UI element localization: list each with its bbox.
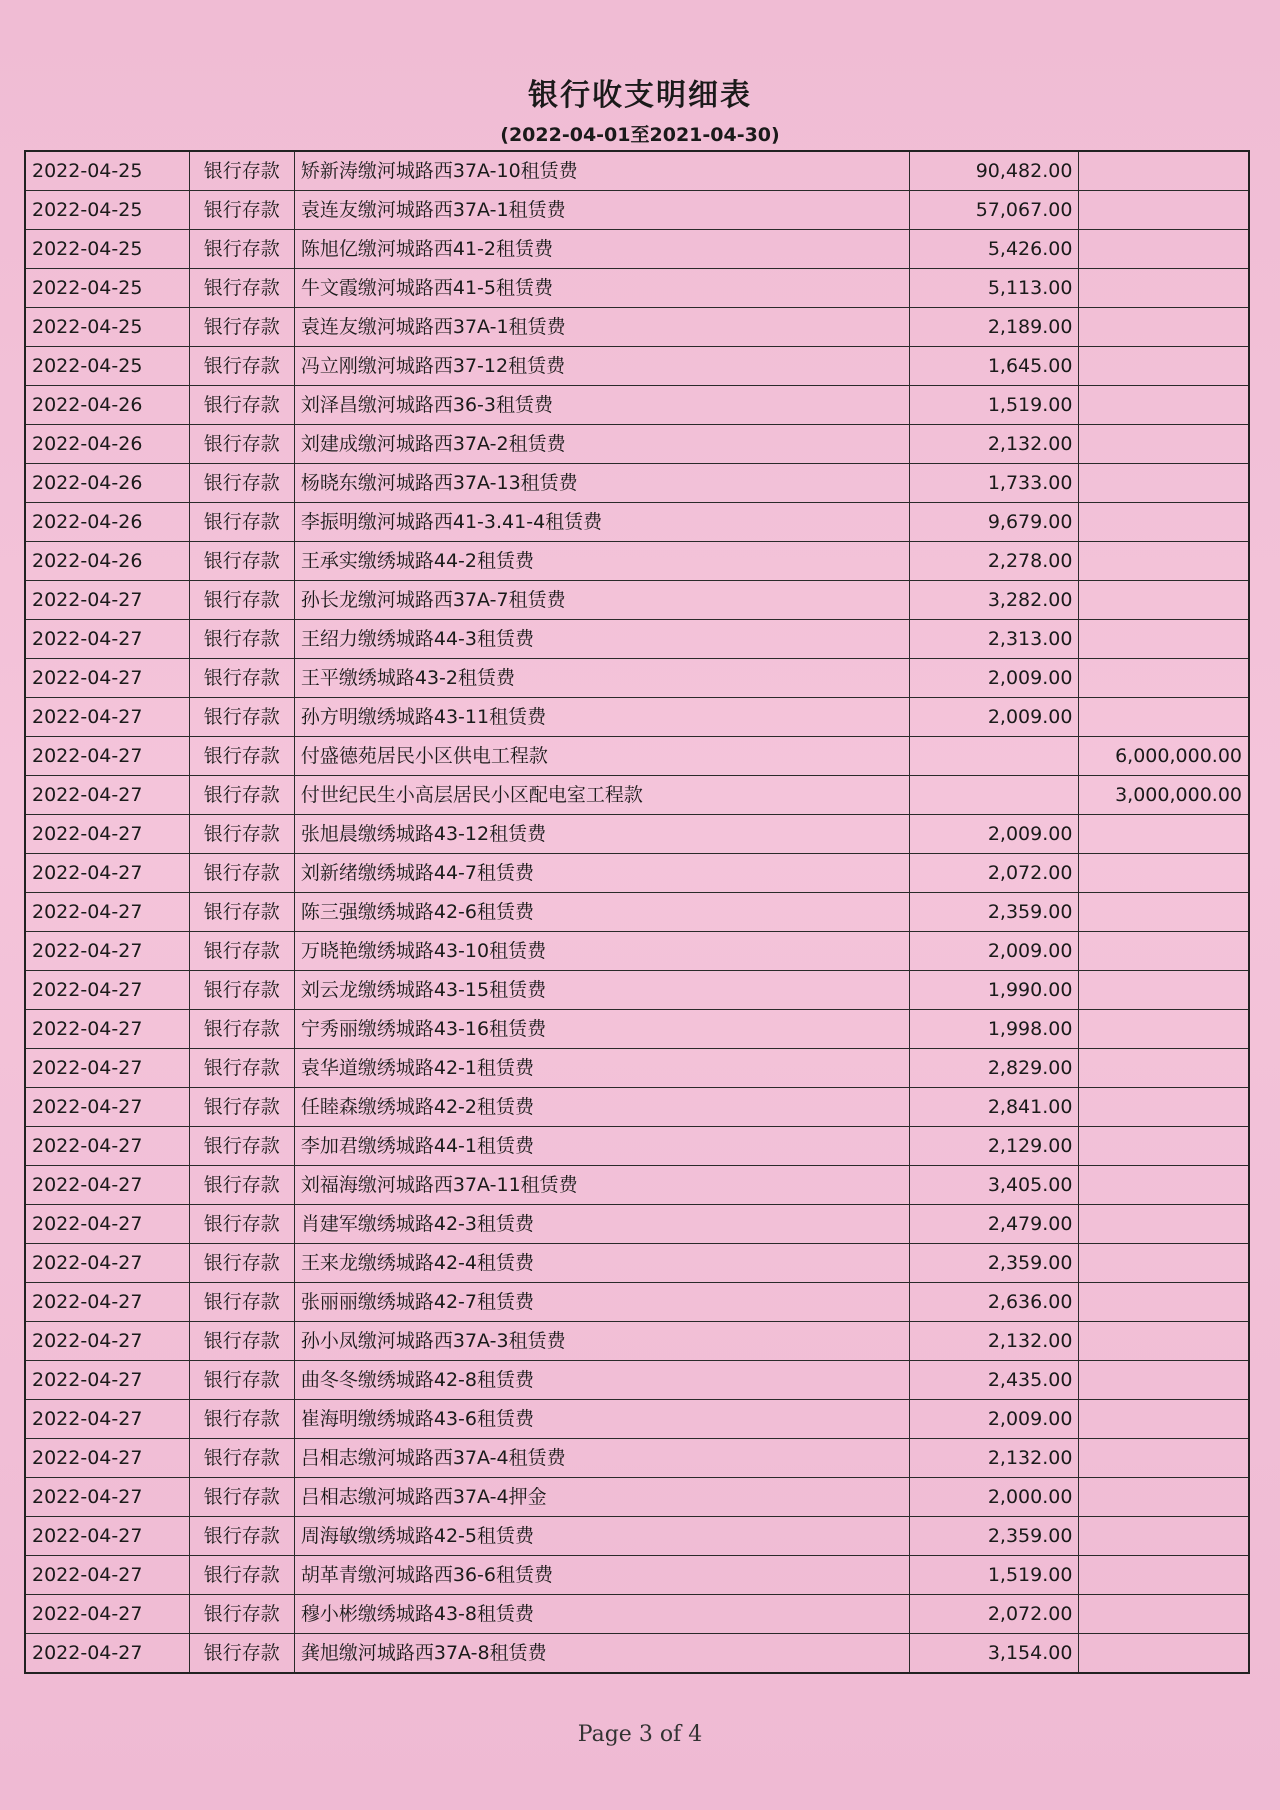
row-date: 2022-04-27	[25, 1517, 189, 1556]
row-description: 吕相志缴河城路西37A-4押金	[294, 1478, 909, 1517]
table-row	[25, 1634, 1249, 1674]
table-row	[25, 1244, 1249, 1283]
table-row	[25, 737, 1249, 776]
row-debit-amount: 1,998.00	[909, 1010, 1079, 1049]
row-date: 2022-04-26	[25, 464, 189, 503]
table-row	[25, 815, 1249, 854]
row-debit-amount: 2,009.00	[909, 1400, 1079, 1439]
row-date: 2022-04-27	[25, 1244, 189, 1283]
row-account: 银行存款	[189, 1088, 294, 1127]
row-account: 银行存款	[189, 659, 294, 698]
row-account: 银行存款	[189, 386, 294, 425]
row-account: 银行存款	[189, 230, 294, 269]
row-debit-amount: 2,009.00	[909, 698, 1079, 737]
row-debit-amount: 90,482.00	[909, 151, 1079, 191]
row-date: 2022-04-27	[25, 1478, 189, 1517]
row-account: 银行存款	[189, 1634, 294, 1674]
row-date: 2022-04-27	[25, 1400, 189, 1439]
row-account: 银行存款	[189, 893, 294, 932]
table-row	[25, 1010, 1249, 1049]
row-description: 孙长龙缴河城路西37A-7租赁费	[294, 581, 909, 620]
table-row	[25, 1166, 1249, 1205]
row-debit-amount: 2,000.00	[909, 1478, 1079, 1517]
row-description: 刘建成缴河城路西37A-2租赁费	[294, 425, 909, 464]
row-credit-amount	[1079, 464, 1249, 503]
row-credit-amount	[1079, 347, 1249, 386]
row-account: 银行存款	[189, 347, 294, 386]
row-account: 银行存款	[189, 269, 294, 308]
table-row	[25, 932, 1249, 971]
row-credit-amount	[1079, 698, 1249, 737]
row-description: 陈旭亿缴河城路西41-2租赁费	[294, 230, 909, 269]
row-credit-amount	[1079, 425, 1249, 464]
row-debit-amount: 2,278.00	[909, 542, 1079, 581]
row-description: 曲冬冬缴绣城路42-8租赁费	[294, 1361, 909, 1400]
row-date: 2022-04-27	[25, 1439, 189, 1478]
row-debit-amount	[909, 737, 1079, 776]
table-row	[25, 425, 1249, 464]
row-date: 2022-04-27	[25, 776, 189, 815]
row-debit-amount	[909, 776, 1079, 815]
row-credit-amount	[1079, 1400, 1249, 1439]
row-debit-amount: 1,733.00	[909, 464, 1079, 503]
table-row	[25, 1556, 1249, 1595]
table-row	[25, 1517, 1249, 1556]
row-date: 2022-04-25	[25, 269, 189, 308]
row-debit-amount: 2,829.00	[909, 1049, 1079, 1088]
row-debit-amount: 2,132.00	[909, 425, 1079, 464]
row-debit-amount: 2,072.00	[909, 854, 1079, 893]
row-account: 银行存款	[189, 1127, 294, 1166]
row-debit-amount: 2,313.00	[909, 620, 1079, 659]
row-account: 银行存款	[189, 1361, 294, 1400]
row-account: 银行存款	[189, 932, 294, 971]
row-account: 银行存款	[189, 815, 294, 854]
table-row	[25, 971, 1249, 1010]
row-description: 袁连友缴河城路西37A-1租赁费	[294, 191, 909, 230]
row-credit-amount	[1079, 854, 1249, 893]
table-row	[25, 1127, 1249, 1166]
row-debit-amount: 2,132.00	[909, 1439, 1079, 1478]
row-debit-amount: 1,519.00	[909, 386, 1079, 425]
row-date: 2022-04-27	[25, 893, 189, 932]
row-credit-amount	[1079, 1322, 1249, 1361]
row-description: 肖建军缴绣城路42-3租赁费	[294, 1205, 909, 1244]
row-description: 刘新绪缴绣城路44-7租赁费	[294, 854, 909, 893]
row-date: 2022-04-27	[25, 1556, 189, 1595]
row-date: 2022-04-25	[25, 151, 189, 191]
row-description: 王平缴绣城路43-2租赁费	[294, 659, 909, 698]
ledger-table	[24, 150, 1250, 1674]
row-description: 付世纪民生小高层居民小区配电室工程款	[294, 776, 909, 815]
row-credit-amount	[1079, 1634, 1249, 1674]
row-debit-amount: 9,679.00	[909, 503, 1079, 542]
row-debit-amount: 2,359.00	[909, 893, 1079, 932]
row-credit-amount	[1079, 971, 1249, 1010]
table-row	[25, 542, 1249, 581]
row-account: 银行存款	[189, 737, 294, 776]
row-debit-amount: 2,479.00	[909, 1205, 1079, 1244]
table-row	[25, 776, 1249, 815]
row-date: 2022-04-25	[25, 191, 189, 230]
row-date: 2022-04-27	[25, 1049, 189, 1088]
row-description: 崔海明缴绣城路43-6租赁费	[294, 1400, 909, 1439]
row-credit-amount	[1079, 1595, 1249, 1634]
row-debit-amount: 2,009.00	[909, 932, 1079, 971]
row-credit-amount	[1079, 1361, 1249, 1400]
row-date: 2022-04-26	[25, 386, 189, 425]
row-description: 刘云龙缴绣城路43-15租赁费	[294, 971, 909, 1010]
row-debit-amount: 1,519.00	[909, 1556, 1079, 1595]
row-credit-amount	[1079, 386, 1249, 425]
row-date: 2022-04-27	[25, 1088, 189, 1127]
row-credit-amount	[1079, 659, 1249, 698]
row-credit-amount	[1079, 893, 1249, 932]
ledger-body	[25, 151, 1249, 1673]
row-description: 杨晓东缴河城路西37A-13租赁费	[294, 464, 909, 503]
row-date: 2022-04-26	[25, 425, 189, 464]
table-row	[25, 1088, 1249, 1127]
table-row	[25, 1439, 1249, 1478]
table-row	[25, 230, 1249, 269]
row-debit-amount: 5,113.00	[909, 269, 1079, 308]
row-credit-amount	[1079, 1049, 1249, 1088]
row-date: 2022-04-27	[25, 1283, 189, 1322]
row-credit-amount	[1079, 1517, 1249, 1556]
row-description: 宁秀丽缴绣城路43-16租赁费	[294, 1010, 909, 1049]
row-account: 银行存款	[189, 1400, 294, 1439]
table-row	[25, 151, 1249, 191]
row-date: 2022-04-26	[25, 542, 189, 581]
table-row	[25, 1478, 1249, 1517]
table-row	[25, 1322, 1249, 1361]
row-date: 2022-04-27	[25, 1595, 189, 1634]
row-date: 2022-04-27	[25, 1361, 189, 1400]
table-row	[25, 464, 1249, 503]
row-date: 2022-04-27	[25, 932, 189, 971]
row-description: 孙小凤缴河城路西37A-3租赁费	[294, 1322, 909, 1361]
row-debit-amount: 2,189.00	[909, 308, 1079, 347]
row-debit-amount: 2,359.00	[909, 1244, 1079, 1283]
row-date: 2022-04-27	[25, 620, 189, 659]
row-description: 任睦森缴绣城路42-2租赁费	[294, 1088, 909, 1127]
row-account: 银行存款	[189, 191, 294, 230]
table-row	[25, 581, 1249, 620]
row-date: 2022-04-27	[25, 581, 189, 620]
row-debit-amount: 1,645.00	[909, 347, 1079, 386]
row-account: 银行存款	[189, 1439, 294, 1478]
row-description: 袁华道缴绣城路42-1租赁费	[294, 1049, 909, 1088]
row-account: 银行存款	[189, 464, 294, 503]
row-credit-amount	[1079, 815, 1249, 854]
row-account: 银行存款	[189, 581, 294, 620]
row-debit-amount: 5,426.00	[909, 230, 1079, 269]
table-row	[25, 1361, 1249, 1400]
row-date: 2022-04-25	[25, 230, 189, 269]
row-debit-amount: 2,435.00	[909, 1361, 1079, 1400]
row-debit-amount: 3,405.00	[909, 1166, 1079, 1205]
row-credit-amount: 3,000,000.00	[1079, 776, 1249, 815]
row-date: 2022-04-27	[25, 971, 189, 1010]
table-row	[25, 659, 1249, 698]
row-credit-amount	[1079, 1088, 1249, 1127]
row-debit-amount: 2,129.00	[909, 1127, 1079, 1166]
row-credit-amount	[1079, 503, 1249, 542]
row-description: 陈三强缴绣城路42-6租赁费	[294, 893, 909, 932]
row-description: 王绍力缴绣城路44-3租赁费	[294, 620, 909, 659]
table-row	[25, 893, 1249, 932]
row-date: 2022-04-26	[25, 503, 189, 542]
row-account: 银行存款	[189, 854, 294, 893]
row-date: 2022-04-27	[25, 1166, 189, 1205]
row-credit-amount	[1079, 620, 1249, 659]
row-account: 银行存款	[189, 971, 294, 1010]
table-row	[25, 1049, 1249, 1088]
table-row	[25, 269, 1249, 308]
row-credit-amount	[1079, 230, 1249, 269]
row-description: 刘泽昌缴河城路西36-3租赁费	[294, 386, 909, 425]
row-description: 牛文霞缴河城路西41-5租赁费	[294, 269, 909, 308]
row-account: 银行存款	[189, 1049, 294, 1088]
row-credit-amount	[1079, 151, 1249, 191]
table-row	[25, 308, 1249, 347]
row-description: 冯立刚缴河城路西37-12租赁费	[294, 347, 909, 386]
row-account: 银行存款	[189, 1283, 294, 1322]
table-row	[25, 1400, 1249, 1439]
row-account: 银行存款	[189, 308, 294, 347]
row-credit-amount	[1079, 581, 1249, 620]
row-debit-amount: 2,132.00	[909, 1322, 1079, 1361]
row-account: 银行存款	[189, 503, 294, 542]
row-account: 银行存款	[189, 1010, 294, 1049]
row-account: 银行存款	[189, 1322, 294, 1361]
row-account: 银行存款	[189, 698, 294, 737]
row-description: 王承实缴绣城路44-2租赁费	[294, 542, 909, 581]
row-date: 2022-04-27	[25, 659, 189, 698]
row-description: 万晓艳缴绣城路43-10租赁费	[294, 932, 909, 971]
row-debit-amount: 2,072.00	[909, 1595, 1079, 1634]
row-credit-amount	[1079, 932, 1249, 971]
row-date: 2022-04-27	[25, 854, 189, 893]
row-credit-amount	[1079, 1010, 1249, 1049]
row-description: 张丽丽缴绣城路42-7租赁费	[294, 1283, 909, 1322]
row-debit-amount: 2,359.00	[909, 1517, 1079, 1556]
table-row	[25, 698, 1249, 737]
row-description: 龚旭缴河城路西37A-8租赁费	[294, 1634, 909, 1674]
row-credit-amount	[1079, 1205, 1249, 1244]
row-credit-amount	[1079, 542, 1249, 581]
row-debit-amount: 2,636.00	[909, 1283, 1079, 1322]
row-account: 银行存款	[189, 1595, 294, 1634]
row-description: 张旭晨缴绣城路43-12租赁费	[294, 815, 909, 854]
table-row	[25, 1205, 1249, 1244]
page-title: 银行收支明细表	[528, 78, 752, 113]
row-account: 银行存款	[189, 776, 294, 815]
row-date: 2022-04-27	[25, 1634, 189, 1674]
row-account: 银行存款	[189, 542, 294, 581]
table-row	[25, 854, 1249, 893]
row-description: 袁连友缴河城路西37A-1租赁费	[294, 308, 909, 347]
row-credit-amount: 6,000,000.00	[1079, 737, 1249, 776]
row-description: 王来龙缴绣城路42-4租赁费	[294, 1244, 909, 1283]
row-credit-amount	[1079, 191, 1249, 230]
row-date: 2022-04-25	[25, 347, 189, 386]
row-account: 银行存款	[189, 425, 294, 464]
row-date: 2022-04-27	[25, 815, 189, 854]
row-description: 李振明缴河城路西41-3.41-4租赁费	[294, 503, 909, 542]
row-description: 孙方明缴绣城路43-11租赁费	[294, 698, 909, 737]
table-row	[25, 1283, 1249, 1322]
page-number: Page 3 of 4	[577, 1722, 703, 1747]
table-row	[25, 1595, 1249, 1634]
row-account: 银行存款	[189, 1205, 294, 1244]
row-description: 穆小彬缴绣城路43-8租赁费	[294, 1595, 909, 1634]
row-account: 银行存款	[189, 1478, 294, 1517]
row-date: 2022-04-27	[25, 1205, 189, 1244]
row-description: 李加君缴绣城路44-1租赁费	[294, 1127, 909, 1166]
row-account: 银行存款	[189, 620, 294, 659]
row-description: 周海敏缴绣城路42-5租赁费	[294, 1517, 909, 1556]
row-debit-amount: 2,009.00	[909, 659, 1079, 698]
row-date: 2022-04-25	[25, 308, 189, 347]
table-row	[25, 386, 1249, 425]
row-credit-amount	[1079, 1283, 1249, 1322]
row-date: 2022-04-27	[25, 1322, 189, 1361]
row-account: 银行存款	[189, 151, 294, 191]
row-credit-amount	[1079, 269, 1249, 308]
row-description: 刘福海缴河城路西37A-11租赁费	[294, 1166, 909, 1205]
table-row	[25, 347, 1249, 386]
table-row	[25, 191, 1249, 230]
row-credit-amount	[1079, 1478, 1249, 1517]
row-description: 吕相志缴河城路西37A-4租赁费	[294, 1439, 909, 1478]
row-credit-amount	[1079, 1127, 1249, 1166]
row-account: 银行存款	[189, 1244, 294, 1283]
row-date: 2022-04-27	[25, 737, 189, 776]
row-account: 银行存款	[189, 1556, 294, 1595]
date-range: (2022-04-01至2021-04-30)	[500, 124, 780, 146]
row-credit-amount	[1079, 1166, 1249, 1205]
row-description: 胡革青缴河城路西36-6租赁费	[294, 1556, 909, 1595]
row-description: 矫新涛缴河城路西37A-10租赁费	[294, 151, 909, 191]
row-credit-amount	[1079, 308, 1249, 347]
row-debit-amount: 3,282.00	[909, 581, 1079, 620]
row-debit-amount: 2,009.00	[909, 815, 1079, 854]
table-row	[25, 620, 1249, 659]
row-date: 2022-04-27	[25, 1127, 189, 1166]
row-account: 银行存款	[189, 1166, 294, 1205]
row-debit-amount: 2,841.00	[909, 1088, 1079, 1127]
row-debit-amount: 3,154.00	[909, 1634, 1079, 1674]
row-credit-amount	[1079, 1556, 1249, 1595]
row-account: 银行存款	[189, 1517, 294, 1556]
row-credit-amount	[1079, 1244, 1249, 1283]
table-row	[25, 503, 1249, 542]
row-description: 付盛德苑居民小区供电工程款	[294, 737, 909, 776]
row-debit-amount: 1,990.00	[909, 971, 1079, 1010]
row-date: 2022-04-27	[25, 1010, 189, 1049]
row-credit-amount	[1079, 1439, 1249, 1478]
row-date: 2022-04-27	[25, 698, 189, 737]
row-debit-amount: 57,067.00	[909, 191, 1079, 230]
